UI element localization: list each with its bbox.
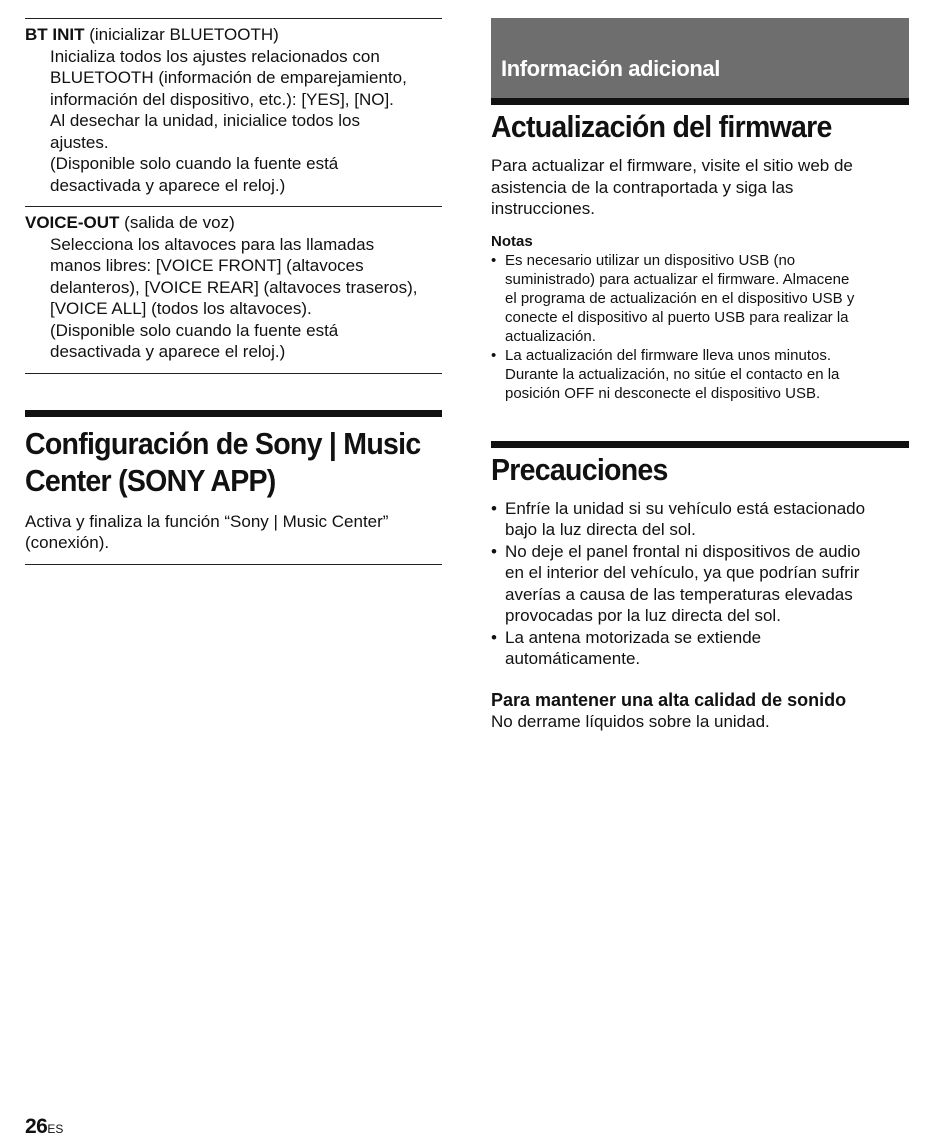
- page-number: [25, 1115, 63, 1139]
- menu-entry-voice-out: [25, 207, 442, 373]
- item-line: Durante la actualización, no sitúe el contacto en la: [505, 365, 840, 383]
- desc-line: manos libres: [VOICE FRONT] (altavoces: [50, 256, 364, 275]
- item-line: conecte el dispositivo al puerto USB para realizar la: [505, 308, 849, 326]
- desc-line: desactivada y aparece el reloj.): [50, 175, 286, 195]
- banner-label: Información adicional: [501, 56, 720, 81]
- term-gloss: (inicializar BLUETOOTH): [84, 25, 279, 44]
- menu-description: [25, 46, 442, 197]
- item-line: bajo la luz directa del sol.: [505, 520, 696, 539]
- desc-line: Selecciona los altavoces para las llamadas: [50, 234, 375, 254]
- bullet-icon: •: [491, 627, 497, 647]
- sub-body: No derrame líquidos sobre la unidad.: [491, 711, 770, 731]
- section-body: [25, 511, 442, 564]
- body-line: Activa y finaliza la función “Sony | Music Center”: [25, 511, 389, 531]
- body-line: Para actualizar el firmware, visite el sitio web de: [491, 156, 853, 175]
- item-line: averías a causa de las temperaturas elevadas: [505, 584, 853, 604]
- precautions-list: [491, 498, 909, 670]
- menu-description: [25, 234, 442, 363]
- desc-line: (Disponible solo cuando la fuente está: [50, 320, 339, 340]
- bullet-icon: •: [491, 251, 497, 269]
- title-line: Configuración de Sony | Music: [25, 425, 421, 461]
- list-item: [491, 498, 909, 541]
- desc-line: desactivada y aparece el reloj.): [50, 342, 286, 361]
- menu-term: [25, 212, 442, 234]
- item-line: La antena motorizada se extiende: [505, 627, 762, 647]
- item-line: La actualización del firmware lleva unos minutos.: [505, 346, 831, 364]
- section-rule: [491, 98, 909, 105]
- item-line: en el interior del vehículo, ya que podrían sufrir: [505, 563, 860, 582]
- desc-line: ajustes.: [50, 132, 109, 152]
- desc-line: [VOICE ALL] (todos los altavoces).: [50, 299, 312, 318]
- list-item: [491, 627, 909, 670]
- bullet-icon: •: [491, 498, 497, 518]
- item-line: Es necesario utilizar un dispositivo USB (no: [505, 251, 796, 269]
- section-title-precautions: Precauciones: [491, 451, 668, 487]
- bullet-icon: •: [491, 346, 497, 364]
- desc-line: delanteros), [VOICE REAR] (altavoces traseros),: [50, 277, 418, 297]
- body-line: (conexión).: [25, 533, 110, 552]
- item-line: No deje el panel frontal ni dispositivos de audio: [505, 541, 861, 561]
- desc-line: Inicializa todos los ajustes relacionados con: [50, 46, 380, 66]
- divider: [25, 564, 442, 565]
- left-column: [25, 0, 442, 565]
- title-line: Center (SONY APP): [25, 462, 276, 498]
- info-banner: [491, 18, 909, 98]
- item-line: provocadas por la luz directa del sol.: [505, 606, 781, 625]
- term-label: BT INIT: [25, 25, 85, 44]
- desc-line: (Disponible solo cuando la fuente está: [50, 154, 339, 173]
- body-line: asistencia de la contraportada y siga las: [491, 177, 794, 197]
- term-label: VOICE-OUT: [25, 213, 120, 232]
- desc-line: BLUETOOTH (información de emparejamiento,: [50, 68, 407, 87]
- item-line: actualización.: [505, 327, 596, 345]
- notes-list: [491, 251, 909, 403]
- desc-line: Al desechar la unidad, inicialice todos los: [50, 111, 360, 130]
- term-gloss: (salida de voz): [119, 213, 235, 232]
- item-line: suministrado) para actualizar el firmware. Almacene: [505, 270, 850, 288]
- menu-entry-bt-init: [25, 19, 442, 206]
- section-rule: [491, 441, 909, 448]
- firmware-body: [491, 155, 909, 220]
- bullet-icon: •: [491, 541, 497, 561]
- language-suffix: ES: [47, 1122, 64, 1136]
- item-line: automáticamente.: [505, 649, 641, 668]
- right-column: [491, 0, 909, 732]
- menu-term: [25, 24, 442, 46]
- list-item: [491, 346, 909, 403]
- body-line: instrucciones.: [491, 199, 595, 218]
- subheading-sound-quality: Para mantener una alta calidad de sonido: [491, 689, 847, 710]
- section-title-sony-app: [25, 425, 421, 499]
- divider: [25, 373, 442, 374]
- section-rule: [25, 410, 442, 417]
- page-number-value: 26: [25, 1115, 48, 1138]
- item-line: Enfríe la unidad si su vehículo está estacionado: [505, 498, 866, 518]
- notes-heading: Notas: [491, 232, 533, 250]
- list-item: [491, 251, 909, 346]
- list-item: [491, 541, 909, 627]
- section-title-firmware: Actualización del firmware: [491, 109, 832, 144]
- item-line: el programa de actualización en el dispositivo USB y: [505, 289, 855, 307]
- item-line: posición OFF ni desconecte el dispositivo USB.: [505, 384, 821, 402]
- desc-line: información del dispositivo, etc.): [YES], [NO].: [50, 89, 394, 109]
